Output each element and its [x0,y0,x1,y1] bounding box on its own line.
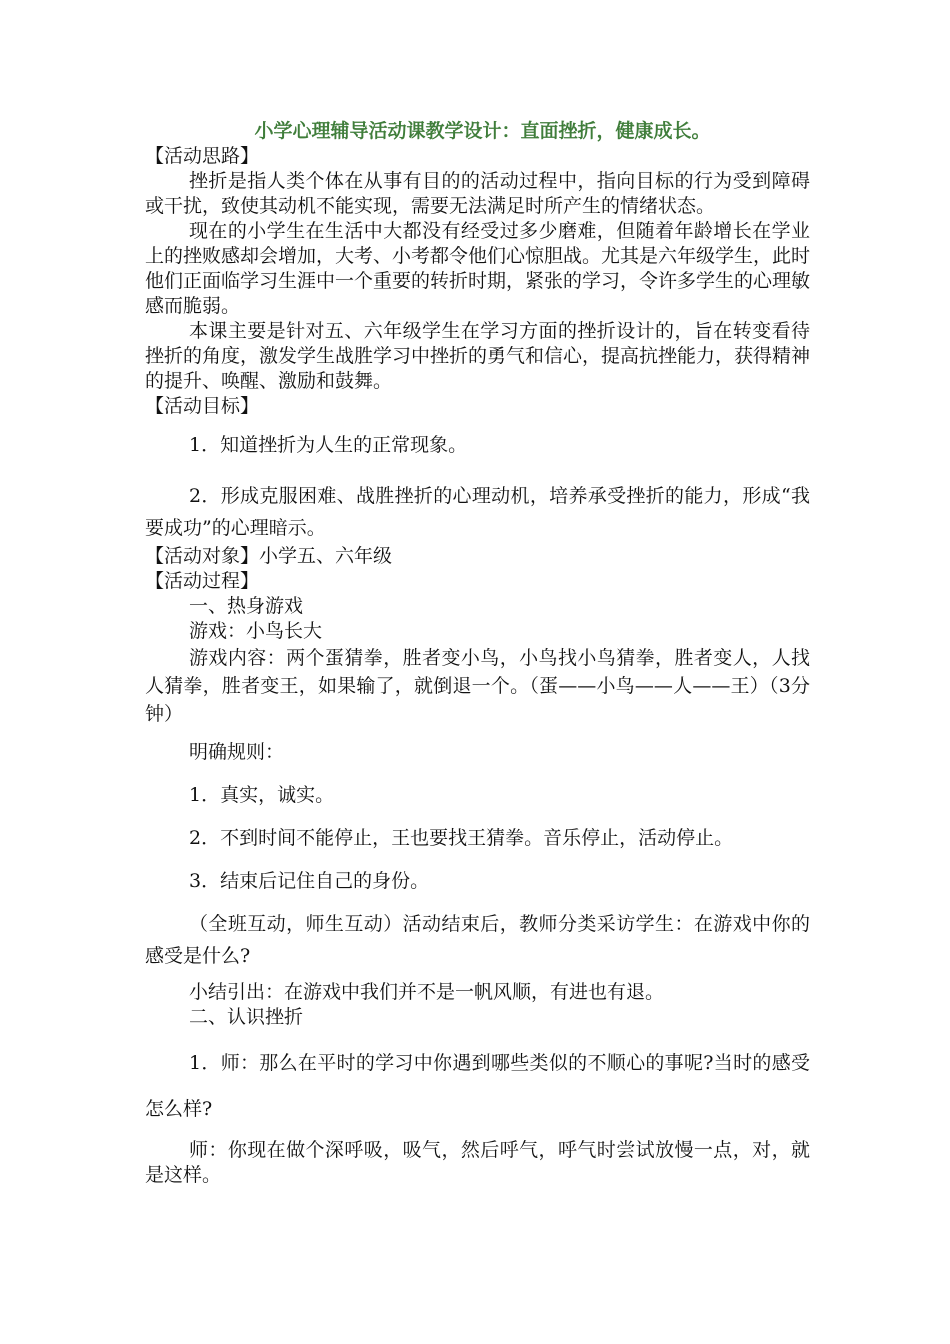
interview-paragraph: （全班互动，师生互动）活动结束后，教师分类采访学生：在游戏中你的感受是什么? [145,913,810,967]
question-paragraph: 1．师：那么在平时的学习中你遇到哪些类似的不顺心的事呢?当时的感受怎么样? [145,1052,810,1120]
paragraph-background: 现在的小学生在生活中大都没有经受过多少磨难，但随着年龄增长在学业上的挫败感却会增加，大考、小考都令他们心惊胆战。尤其是六年级学生，此时他们正面临学习生涯中一个重要的转折时期，紧张的学习，令许多学生的心理敏感而脆弱。 [145,220,811,317]
rule-item-1: 1．真实，诚实。 [189,784,335,806]
document-title: 小学心理辅导活动课教学设计：直面挫折，健康成长。 [254,120,711,142]
section-heading-idea: 【活动思路】 [145,145,260,167]
section-heading-goals: 【活动目标】 [145,395,260,417]
paragraph-purpose: 本课主要是针对五、六年级学生在学习方面的挫折设计的，旨在转变看待挫折的角度，激发学生战胜学习中挫折的勇气和信心，提高抗挫能力，获得精神的提升、唤醒、激励和鼓舞。 [145,320,811,392]
breathing-paragraph: 师：你现在做个深呼吸，吸气，然后呼气，呼气时尝试放慢一点，对，就是这样。 [145,1139,810,1186]
rules-heading: 明确规则： [189,741,285,763]
game-name: 游戏：小鸟长大 [189,620,323,642]
goal-item-2: 2．形成克服困难、战胜挫折的心理动机，培养承受挫折的能力，形成“我要成功”的心理暗示。 [145,485,810,539]
step-recognize-heading: 二、认识挫折 [189,1006,304,1028]
game-content: 游戏内容：两个蛋猜拳，胜者变小鸟，小鸟找小鸟猜拳，胜者变人，人找人猜拳，胜者变王，如果输了，就倒退一个。（蛋——小鸟——人——王）（3分钟） [145,647,810,725]
summary-paragraph: 小结引出：在游戏中我们并不是一帆风顺，有进也有退。 [189,981,665,1003]
section-heading-process: 【活动过程】 [145,570,260,592]
goal-item-1: 1．知道挫折为人生的正常现象。 [189,434,468,456]
rule-item-2: 2．不到时间不能停止，王也要找王猜拳。音乐停止，活动停止。 [189,827,734,849]
paragraph-definition: 挫折是指人类个体在从事有目的的活动过程中，指向目标的行为受到障碍或干扰，致使其动机不能实现，需要无法满足时所产生的情绪状态。 [145,170,810,217]
rule-item-3: 3．结束后记住自己的身份。 [189,870,430,892]
target-audience-line: 【活动对象】小学五、六年级 [145,545,393,567]
document-page [145,118,810,1188]
step-warmup-heading: 一、热身游戏 [189,595,304,617]
